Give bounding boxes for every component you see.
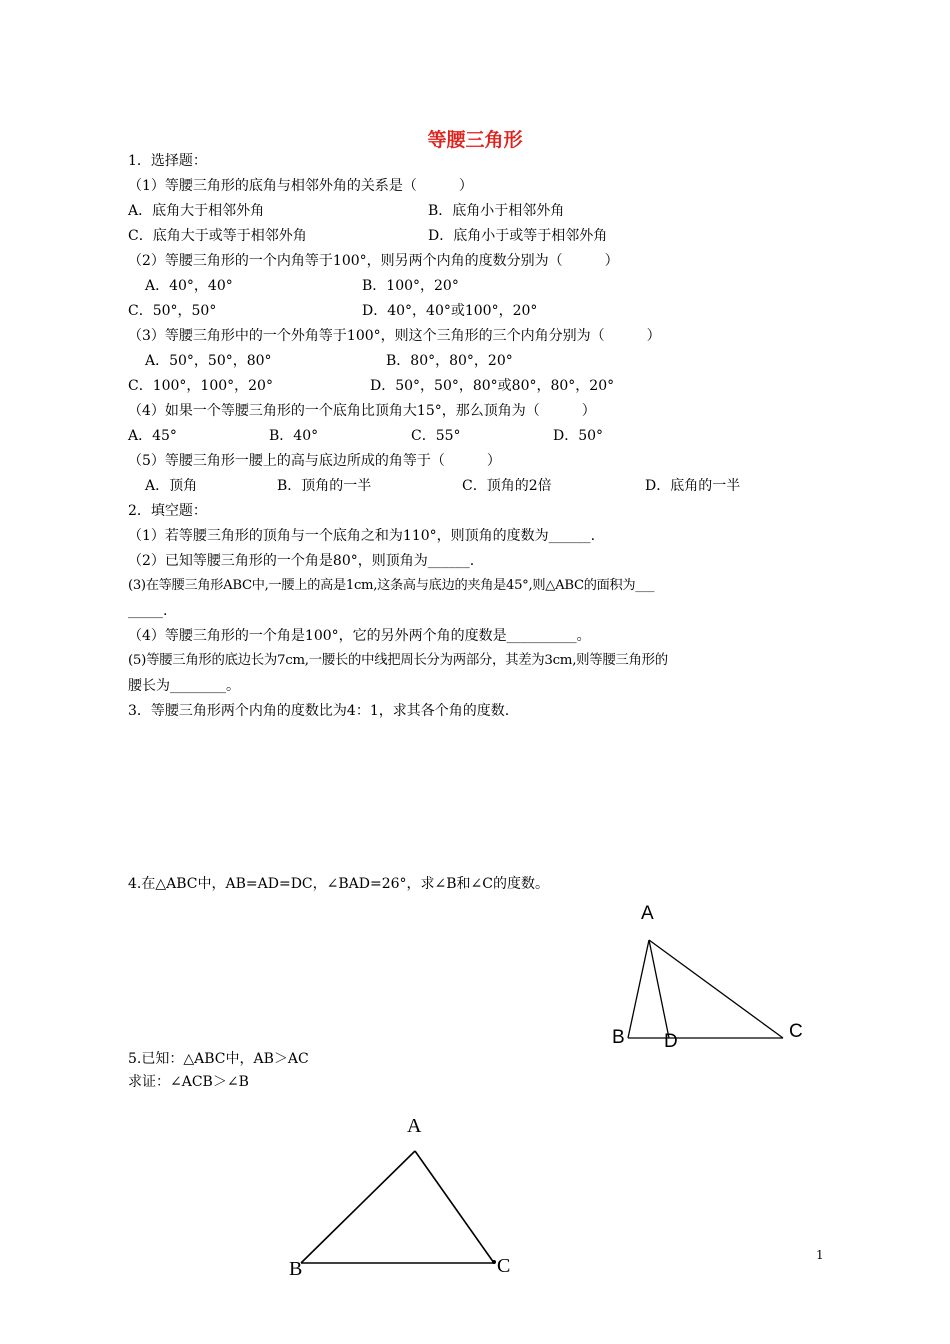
option-1-2-c: C．50°，50°: [128, 303, 217, 319]
option-1-5-b: B．顶角的一半: [277, 478, 372, 494]
question-2-1: （1）若等腰三角形的顶角与一个底角之和为110°，则顶角的度数为______.: [128, 528, 596, 544]
option-1-2-a: A．40°，40°: [145, 278, 233, 294]
question-2-5: (5)等腰三角形的底边长为7cm,一腰长的中线把周长分为两部分，其差为3cm,则等腰三角形的: [128, 653, 668, 668]
question-2-4: （4）等腰三角形的一个角是100°，它的另外两个角的度数是__________。: [128, 628, 591, 644]
question-4: 4.在△ABC中，AB=AD=DC，∠BAD=26°，求∠B和∠C的度数。: [128, 876, 549, 892]
figure1-label-b: B: [612, 1027, 625, 1048]
figure2-label-b: B: [289, 1258, 303, 1280]
option-1-4-b: B．40°: [269, 428, 319, 444]
figure1-label-d: D: [664, 1031, 678, 1052]
option-1-3-b: B．80°，80°，20°: [386, 353, 513, 369]
option-1-5-a: A．顶角: [145, 478, 198, 494]
figure1-label-c: C: [789, 1021, 803, 1042]
figure2-label-c: C: [497, 1255, 511, 1277]
question-5-prove: 求证：∠ACB＞∠B: [128, 1074, 249, 1090]
section-1-heading: 1．选择题：: [128, 153, 207, 169]
question-1-1: （1）等腰三角形的底角与相邻外角的关系是（ ）: [128, 178, 473, 194]
option-1-3-d: D．50°，50°，80°或80°，80°，20°: [370, 378, 615, 394]
option-1-2-b: B．100°，20°: [362, 278, 459, 294]
question-2-5-cont: 腰长为________。: [128, 678, 240, 694]
section-2-heading: 2．填空题：: [128, 503, 207, 519]
page-title: 等腰三角形: [427, 129, 523, 151]
question-1-4: （4）如果一个等腰三角形的一个底角比顶角大15°，那么顶角为（ ）: [128, 403, 596, 419]
question-2-3-cont: _____.: [128, 603, 168, 619]
question-1-2: （2）等腰三角形的一个内角等于100°，则另两个内角的度数分别为（ ）: [128, 253, 619, 269]
option-1-5-d: D．底角的一半: [645, 478, 741, 494]
figure1-label-a: A: [641, 903, 654, 924]
option-1-1-d: D．底角小于或等于相邻外角: [428, 228, 608, 244]
question-3: 3．等腰三角形两个内角的度数比为4：1，求其各个角的度数.: [128, 703, 510, 719]
option-1-4-a: A．45°: [128, 428, 177, 444]
question-2-2: （2）已知等腰三角形的一个角是80°，则顶角为______.: [128, 553, 475, 569]
question-5-given: 5.已知：△ABC中，AB＞AC: [128, 1051, 309, 1067]
option-1-1-c: C．底角大于或等于相邻外角: [128, 228, 307, 244]
option-1-4-d: D．50°: [553, 428, 604, 444]
option-1-2-d: D．40°，40°或100°，20°: [362, 303, 538, 319]
option-1-5-c: C．顶角的2倍: [462, 478, 552, 494]
figure2-label-a: A: [407, 1115, 422, 1137]
question-2-3: (3)在等腰三角形ABC中,一腰上的高是1cm,这条高与底边的夹角是45°,则△ABC的面积为___: [128, 578, 655, 593]
option-1-1-b: B．底角小于相邻外角: [428, 203, 565, 219]
question-1-5: （5）等腰三角形一腰上的高与底边所成的角等于（ ）: [128, 453, 501, 469]
option-1-3-a: A．50°，50°，80°: [145, 353, 272, 369]
option-1-1-a: A．底角大于相邻外角: [128, 203, 265, 219]
option-1-4-c: C．55°: [411, 428, 461, 444]
question-1-3: （3）等腰三角形中的一个外角等于100°，则这个三角形的三个内角分别为（ ）: [128, 328, 661, 344]
option-1-3-c: C．100°，100°，20°: [128, 378, 273, 394]
page-number: 1: [816, 1248, 824, 1262]
